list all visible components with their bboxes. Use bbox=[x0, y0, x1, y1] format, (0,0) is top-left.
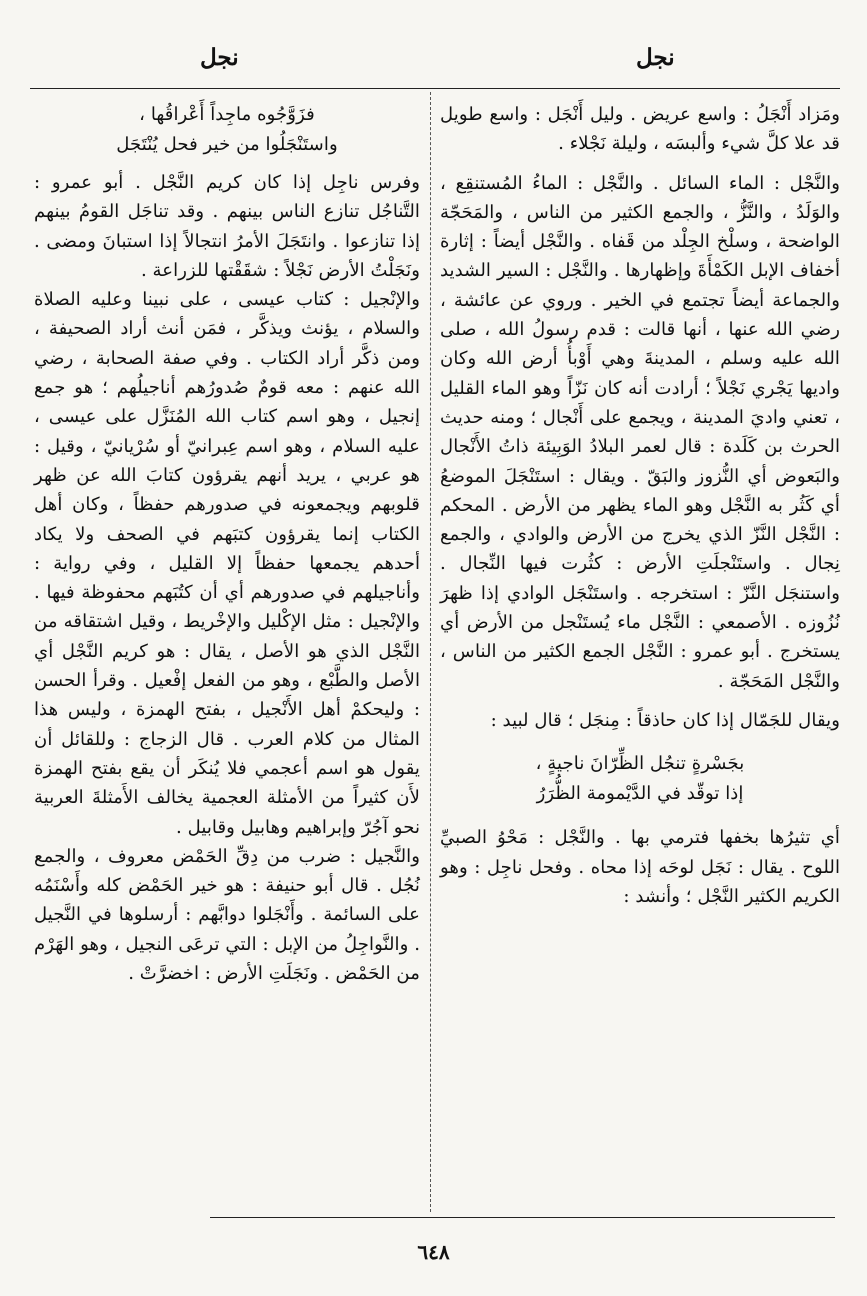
verse-line: إذا توقّد في الدَّيْمومة الظُّرَرُ bbox=[536, 783, 744, 805]
entry-paragraph: ومَزاد أَنْجَلُ : واسع عريض . وليل أَنْجَل : واسع طويل قد علا كلَّ شيء وألبسَه ، وليلة نَجْلاء . bbox=[440, 104, 840, 155]
poetry-verse bbox=[440, 749, 840, 809]
left-column bbox=[34, 100, 420, 988]
right-column bbox=[440, 100, 840, 911]
column-divider bbox=[430, 92, 431, 1212]
entry-paragraph: والنَّجيل : ضرب من دِقِّ الحَمْض معروف ، والجمع نُجُل . قال أبو حنيفة : هو خير الحَمْض كله وأَسْنَمُه على السائمة . وأَنْجَلوا دوابَّهم : أرسلوها في النَّجيل . والنَّواجِلُ من الإبل : التي ترعَى النجيل ، وهو الهَرْم من الحَمْض . ونَجَلَتِ الأرض : اخضرَّتْ . bbox=[34, 845, 420, 985]
entry-paragraph: أي تثيرُها بخفها فترمي بها . والنَّجْل : مَحْوُ الصبيِّ اللوح . يقال : نَجَل لوحَه إذا محاه . وفحل ناجِل : وهو الكريم الكثير النَّجْل ؛ وأنشد : bbox=[440, 827, 840, 907]
entry-paragraph: ويقال للجَمّال إذا كان حاذقاً : مِنجَل ؛ قال لبيد : bbox=[490, 709, 840, 731]
entry-paragraph: والنَّجْل : الماء السائل . والنَّجْل : الماءُ المُستنقِع ، والوَلَدُ ، والنَّزُّ ، والجمع الكثير من الناس ، والمَحَجّة الواضحة ، وسلْخ الجِلْد من قَفاه . والنَّجْل أيضاً : إثارة أخفاف الإبل الكَمْأَةَ وإظهارها . والنَّجْل : السير الشديد والجماعة أيضاً تجتمع في الخير . وروي عن عائشة ، رضي الله عنها ، أنها قالت : قدم رسولُ الله ، صلى الله عليه وسلم ، المدينةَ وهي أَوْبأُ أرض الله وكان واديها يَجْري نَجْلاً ؛ أرادت أنه كان نَزّاً وهو الماء القليل ، تعني واديَ المدينة ، ويجمع على أَنْجال ؛ ومنه حديث الحرث بن كَلَدة : قال لعمر البلادُ الوَبِيئة ذاتُ الأَنْجال والبَعوض أي النُّزوز والبَقّ . ويقال : استَنْجَلَ الموضعُ أي كَثُر به النَّجْل وهو الماء يظهر من الأرض . المحكم : النَّجْل النَّزّ الذي يخرج من الأرض والوادي ، والجمع نِجال . واستَنْجلَتِ الأرض : كثُرت فيها النِّجال . واستنجَل النَّزّ : استخرجه . واستَنْجَل الوادي إذا ظهرَ نُزُوزه . الأصمعي : النَّجْل ماء يُستَنْجل من الأرض أي يستخرج . أبو عمرو : النَّجْل الجمع الكثير من الناس ، والنَّجْل المَحَجّة . bbox=[440, 172, 840, 692]
entry-paragraph: والإنْجيل : كتاب عيسى ، على نبينا وعليه الصلاة والسلام ، يؤنث ويذكَّر ، فمَن أنث أراد الصحيفة ، ومن ذكَّر أراد الكتاب . وفي صفة الصحابة ، رضي الله عنهم : معه قومٌ صُدورُهم أناجيلُهم ؛ هو جمع إنجيل ، وهو اسم كتاب الله المُنَزَّل على عيسى ، عليه السلام ، وهو اسم عِبرانيّ أو سُرْيانيّ ، وقيل : هو عربي ، يريد أنهم يقرؤون كتابَ الله عن ظهر قلوبهم ويجمعونه في صدورهم حفظاً ، وكان أهل الكتاب إنما يقرؤون كتبَهم في الصحف ولا يكاد أحدهم يجمعها حفظاً إلا القليل ، وفي رواية : وأناجيلهم في صدورهم أي أن كتُبَهم محفوظة فيها . والإنْجيل : مثل الإكْليل والإخْريط ، وقيل اشتقاقه من النَّجْل الذي هو الأصل ، يقال : هو كريم النَّجْل أي الأصل والطَّبْع ، وهو من الفعل إفْعيل . وقرأ الحسن : وليحكمْ أهل الأَنْجيل ، بفتح الهمزة ، وليس هذا المثال من كلام العرب . قال الزجاج : وللقائل أن يقول هو اسم أعجمي فلا يُنكَر أن يقع بفتح الهمزة لأَن كثيراً من الأمثلة العجمية يخالف الأَمثلةَ العربية نحو آجُرّ وإبراهيم وهابيل وقابيل . bbox=[34, 289, 420, 838]
running-header-left: نجل bbox=[200, 44, 239, 71]
page-number: ٦٤٨ bbox=[417, 1240, 450, 1264]
header-rule bbox=[30, 88, 840, 89]
running-header-right: نجل bbox=[636, 44, 675, 71]
footer-rule bbox=[210, 1217, 835, 1218]
poetry-verse bbox=[34, 100, 420, 160]
entry-paragraph: وفرس ناجِل إذا كان كريم النَّجْل . أبو عمرو : التَّناجُل تنازع الناس بينهم . وقد تناجَل القومُ بينهم إذا تنازعوا . وانتَجَلَ الأمرُ انتجالاً إذا استبانَ ومضى . ونَجَلْتُ الأرض نَجْلاً : شقَقْتها للزراعة . bbox=[34, 172, 420, 281]
verse-line: فزَوَّجُوه ماجِداً أَعْراقُها ، bbox=[139, 104, 315, 125]
verse-line: واستَنْجَلُوا من خير فحل يُنْتَجَل bbox=[116, 134, 338, 155]
verse-line: بجَسْرةٍ تنجُل الظِّرّانَ ناجيةٍ ، bbox=[535, 753, 745, 775]
